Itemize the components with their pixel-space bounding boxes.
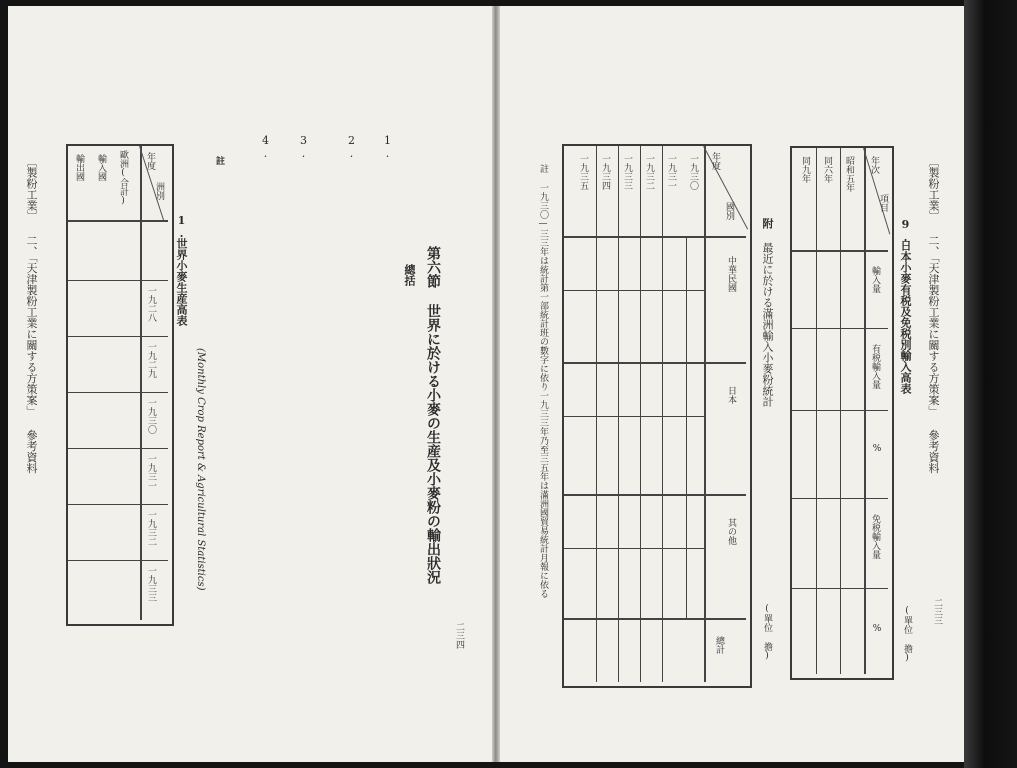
appendix-note: 註 一九三〇—三三年は統計第一部統計班の數字に依り一九三三年乃至三五年は滿洲國貿易統計月報に依る	[538, 164, 548, 598]
right-page	[500, 6, 964, 762]
point-4-marker: 4.	[259, 134, 272, 160]
appendix-title: 最近に於ける滿洲輸入小麥粉統計	[761, 242, 774, 407]
col-china: 中華民國	[726, 256, 736, 292]
row-year-1932: 一九三二	[644, 154, 654, 190]
table1-col-1933: 一九三三	[146, 566, 156, 602]
table9-unit: (單位 擔)	[902, 606, 912, 663]
table9-row-showa-9: 同九年	[800, 156, 810, 183]
table1-col-1930: 一九三〇	[146, 398, 156, 434]
appendix-marker: 附	[761, 218, 774, 229]
appendix-header-year: 年度	[710, 152, 720, 170]
table9-col-dutiable: 有税輸入量	[870, 344, 880, 389]
table1-col-1928: 一九二八	[146, 286, 156, 322]
point-3-marker: 3.	[297, 134, 310, 160]
table9-number: 9.	[899, 218, 912, 244]
table1-header-year: 年度	[145, 152, 155, 170]
manchuria-flour-import-table	[562, 144, 752, 688]
scan-border	[964, 0, 1017, 768]
page-number: 二三三	[932, 598, 942, 625]
col-total: 總計	[714, 636, 724, 654]
section-heading: 第六節 世界に於ける小麥の生産及小麥粉の輸出狀況	[425, 246, 441, 584]
running-header: 〔製粉工業〕 二、「天津製粉工業に關する方策案」 參考資料	[927, 156, 940, 474]
world-wheat-production-table	[66, 144, 174, 626]
point-2-marker: 2.	[345, 134, 358, 160]
row-year-1930: 一九三〇	[688, 154, 698, 190]
table1-row-exporters: 輸出國	[74, 154, 84, 181]
row-year-1935: 一九三五	[578, 154, 588, 190]
running-header: 〔製粉工業〕 二、「天津製粉工業に關する方策案」 參考資料	[25, 156, 38, 474]
note-marker: 註	[214, 156, 224, 165]
table1-number: 1.	[175, 214, 188, 240]
col-other: 其の他	[726, 518, 736, 545]
table1-row-europe: 歐洲(合計)	[118, 150, 128, 206]
table1-header-continent: 洲別	[154, 182, 164, 200]
row-year-1931: 一九三一	[666, 154, 676, 190]
col-japan: 日本	[726, 386, 736, 404]
appendix-unit: (單位 擔)	[762, 604, 772, 661]
point-1-marker: 1.	[381, 134, 394, 160]
table1-source-note: (Monthly Crop Report & Agricultural Statistics)	[195, 348, 206, 591]
row-year-1933: 一九三三	[622, 154, 632, 190]
table1-col-1931: 一九三一	[146, 454, 156, 490]
table1-col-1929: 一九二九	[146, 342, 156, 378]
overview-heading: 總括	[403, 264, 416, 286]
table9-title: 日本小麥有税及免税別輸入高表	[899, 240, 912, 394]
table1-row-importers: 輸入國	[96, 154, 106, 181]
table9-header-item: 項目	[878, 194, 888, 212]
left-page	[8, 6, 492, 762]
table9-row-showa-5: 昭和五年	[844, 156, 854, 192]
book-fold	[492, 6, 500, 762]
row-year-1934: 一九三四	[600, 154, 610, 190]
table9-col-duty-free: 免税輸入量	[870, 514, 880, 559]
table9-row-showa-6: 同六年	[822, 156, 832, 183]
table9-col-pct-1: %	[872, 444, 882, 454]
table9-header-year: 年次	[869, 156, 879, 174]
page-number: 二三四	[454, 622, 464, 649]
table1-col-1932: 一九三二	[146, 510, 156, 546]
table1-title: 世界小麥生産高表	[175, 238, 188, 326]
japan-wheat-import-table	[790, 146, 894, 680]
appendix-header-country: 國別	[724, 202, 734, 220]
table9-col-pct-2: %	[872, 624, 882, 634]
table9-col-imports: 輸入量	[870, 266, 880, 293]
